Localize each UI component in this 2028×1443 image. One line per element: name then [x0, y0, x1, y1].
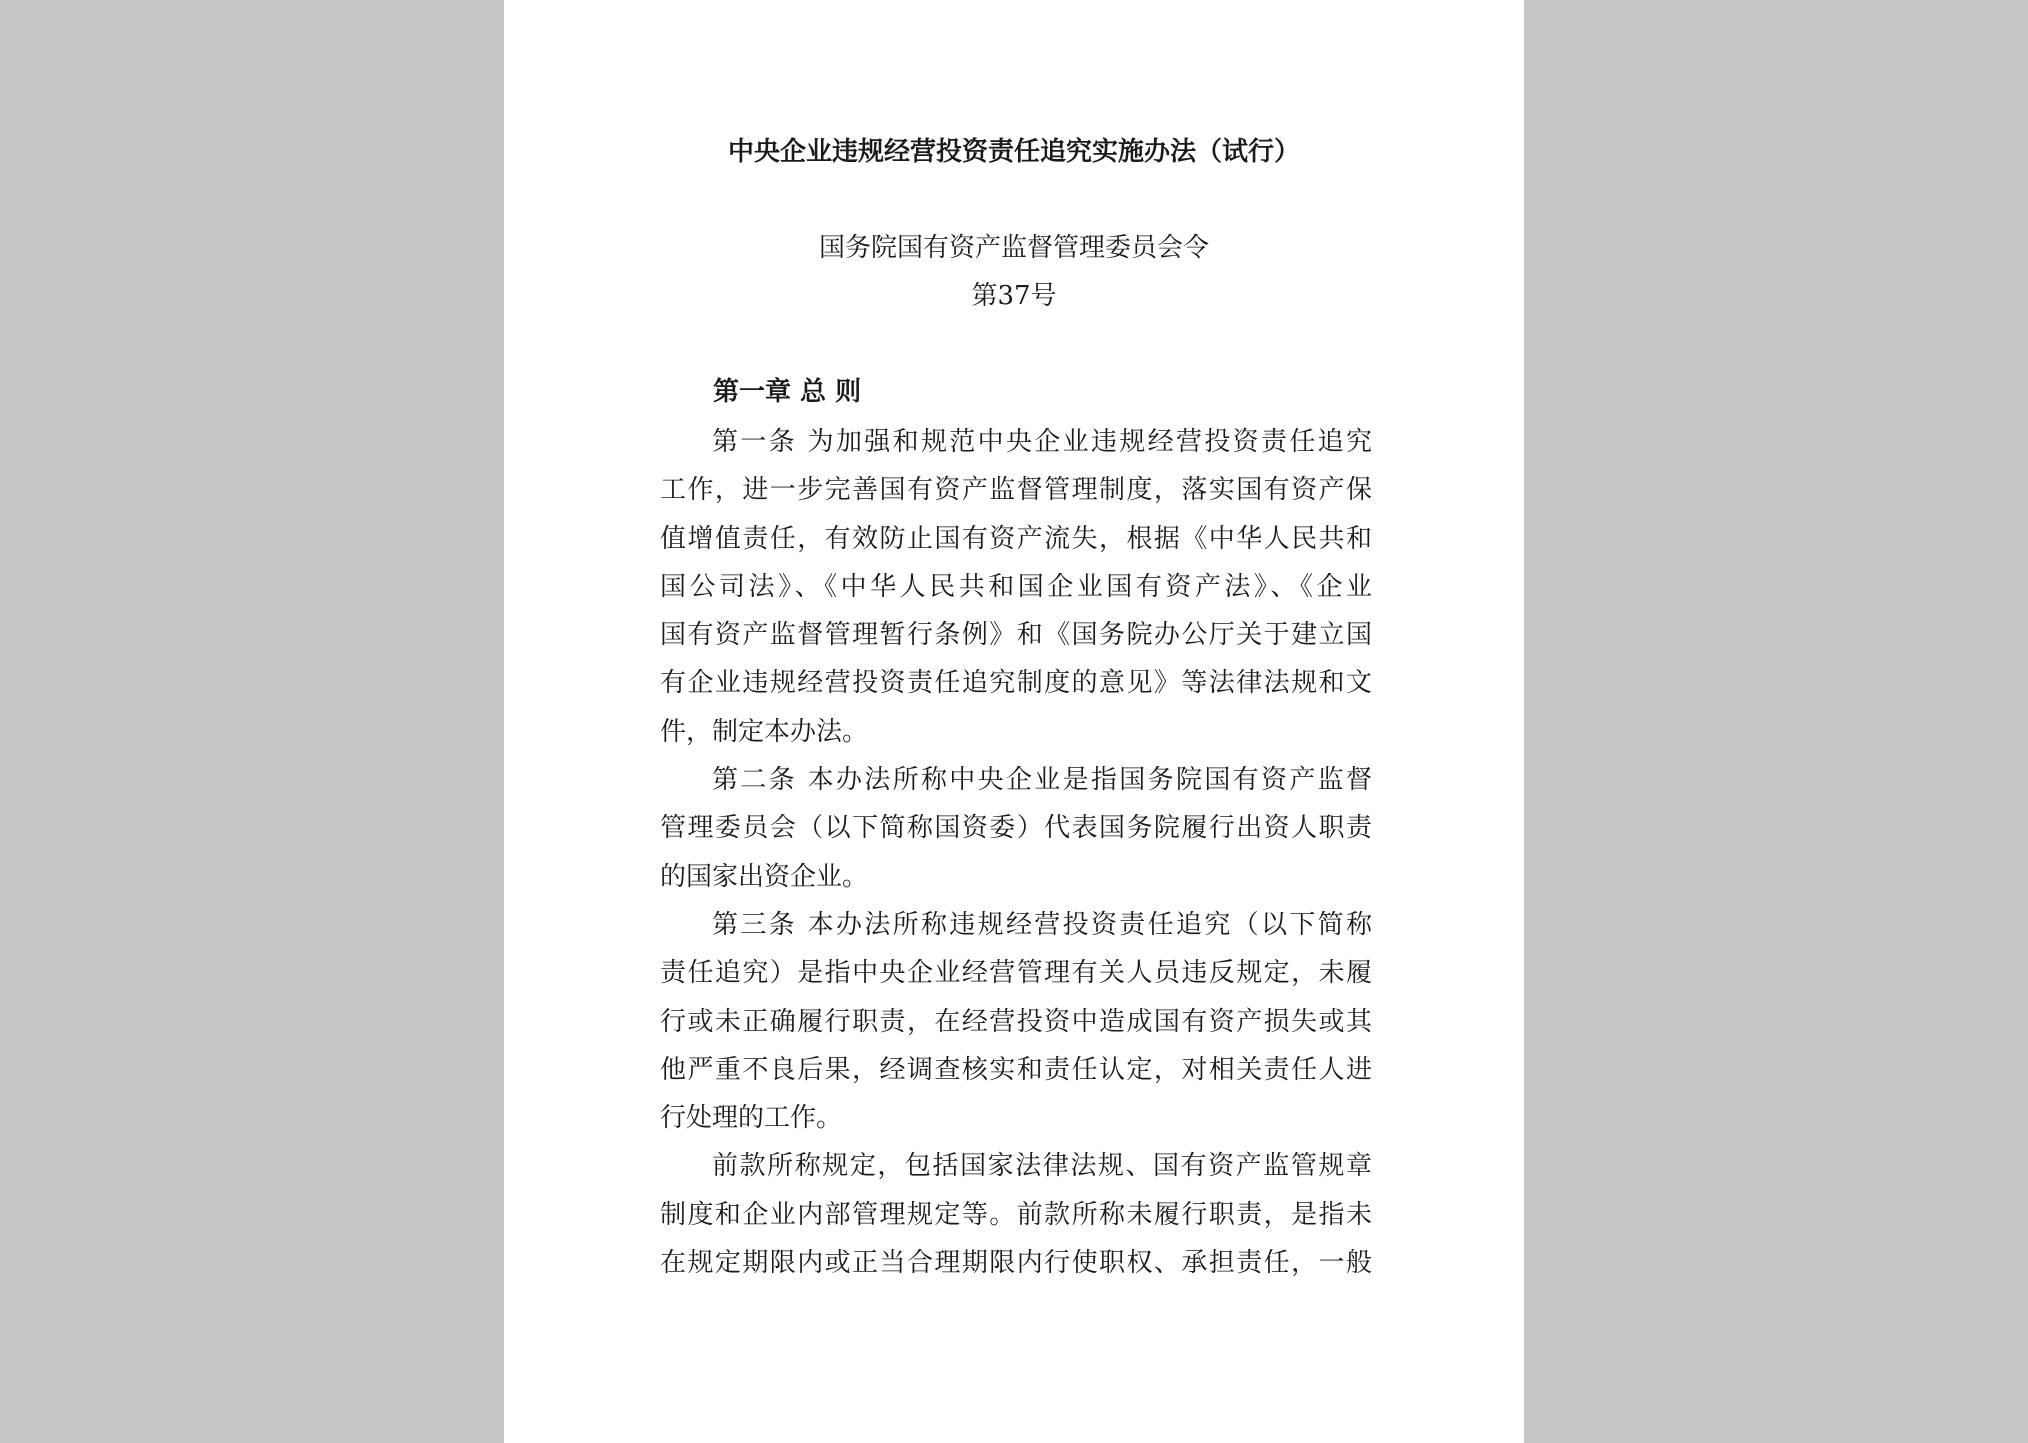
article-3-line-2: 责任追究）是指中央企业经营管理有关人员违反规定，未履	[660, 958, 1372, 989]
article-3-line-4: 他严重不良后果，经调查核实和责任认定，对相关责任人进	[660, 1054, 1372, 1085]
document-body	[660, 418, 1372, 1287]
paragraph-4-line-2: 制度和企业内部管理规定等。前款所称未履行职责，是指未	[660, 1199, 1372, 1230]
document-page	[504, 0, 1524, 1443]
article-1-line-1: 第一条 为加强和规范中央企业违规经营投资责任追究	[712, 427, 1372, 457]
article-2-line-3: 的国家出资企业。	[660, 861, 869, 892]
article-1-line-3: 值增值责任，有效防止国有资产流失，根据《中华人民共和	[660, 523, 1372, 554]
article-1-line-6: 有企业违规经营投资责任追究制度的意见》等法律法规和文	[660, 668, 1372, 699]
paragraph-4-line-1: 前款所称规定，包括国家法律法规、国有资产监管规章	[712, 1151, 1372, 1182]
article-2-line-1: 第二条 本办法所称中央企业是指国务院国有资产监督	[712, 765, 1372, 796]
article-1-line-7: 件，制定本办法。	[660, 716, 869, 747]
document-issuer: 国务院国有资产监督管理委员会令	[818, 233, 1209, 263]
article-1-line-5: 国有资产监督管理暂行条例》和《国务院办公厅关于建立国	[660, 620, 1372, 651]
article-3-line-1: 第三条 本办法所称违规经营投资责任追究（以下简称	[712, 909, 1372, 940]
chapter-heading: 第一章 总 则	[713, 377, 862, 407]
paragraph-4-line-3: 在规定期限内或正当合理期限内行使职权、承担责任，一般	[660, 1248, 1372, 1279]
article-3-line-5: 行处理的工作。	[660, 1103, 843, 1134]
document-title: 中央企业违规经营投资责任追究实施办法（试行）	[727, 137, 1300, 167]
article-1-line-4: 国公司法》、《中华人民共和国企业国有资产法》、《企业	[660, 571, 1372, 602]
article-1-line-2: 工作，进一步完善国有资产监督管理制度，落实国有资产保	[660, 475, 1372, 506]
article-2-line-2: 管理委员会（以下简称国资委）代表国务院履行出资人职责	[660, 813, 1372, 844]
article-3-line-3: 行或未正确履行职责，在经营投资中造成国有资产损失或其	[660, 1006, 1372, 1037]
document-order-number: 第37号	[971, 281, 1057, 311]
